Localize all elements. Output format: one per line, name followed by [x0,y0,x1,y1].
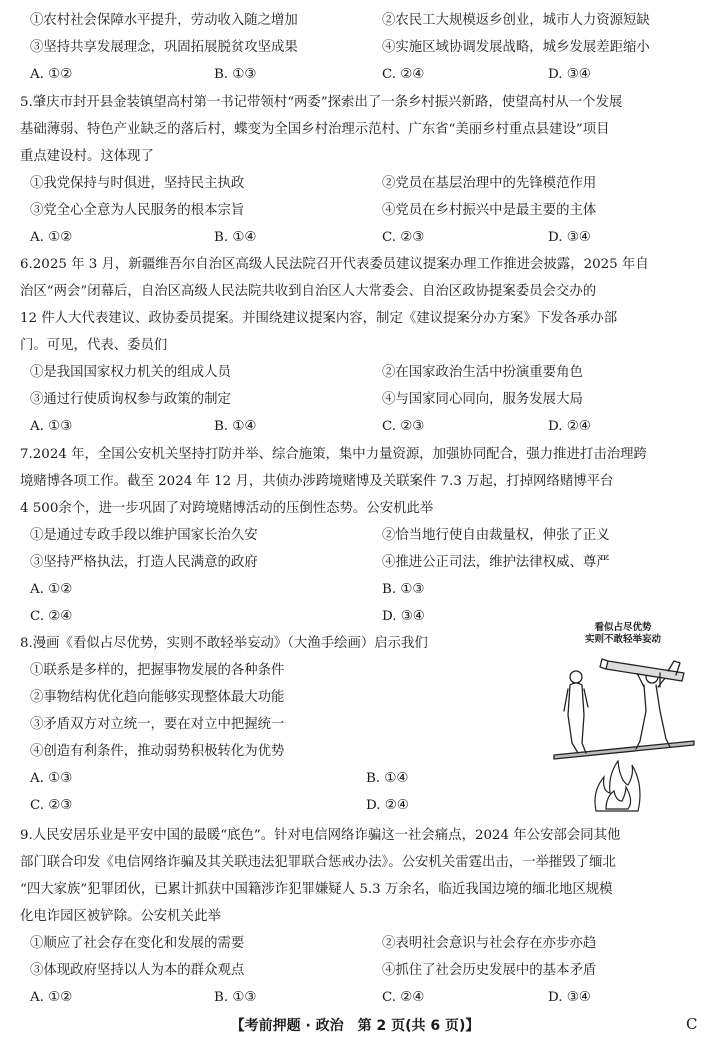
q8-option-1: ①联系是多样的，把握事物发展的各种条件 [30,663,285,678]
q9-choice-b: B. ①③ [214,990,257,1005]
q4-choice-c: C. ②④ [382,67,425,82]
q4-option-1: ①农村社会保障水平提升，劳动收入随之增加 [30,13,298,28]
q9-stem-line-4: 化电诈园区被铲除。公安机关此举 [20,909,221,924]
q7-choice-d: D. ③④ [382,609,425,624]
q8-option-3: ③矛盾双方对立统一，要在对立中把握统一 [30,717,285,732]
q6-stem-line-2: 治区“两会”闭幕后，自治区高级人民法院共收到自治区人大常委会、自治区政协提案委员会交办的 [20,284,597,299]
q9-stem-line-2: 部门联合印发《电信网络诈骗及其关联违法犯罪联合惩戒办法》。公安机关雷霆出击，一举摧毁了缅北 [20,855,616,870]
q6-choice-c: C. ②③ [382,419,425,434]
q6-option-2: ②在国家政治生活中扮演重要角色 [382,365,583,380]
q9-option-1: ①顺应了社会存在变化和发展的需要 [30,936,245,951]
q4-choice-d: D. ③④ [548,67,591,82]
q7-stem-line-2: 境赌博各项工作。截至 2024 年 12 月，共侦办涉跨境赌博及关联案件 7.3 万起，打掉网络赌博平台 [20,474,614,489]
q5-option-2: ②党员在基层治理中的先锋模范作用 [382,176,597,191]
q6-option-4: ④与国家同心同向，服务发展大局 [382,392,583,407]
q6-stem-line-1: 6.2025 年 3 月，新疆维吾尔自治区高级人民法院召开代表委员建议提案办理工作推进会披露，2025 年自 [20,257,649,272]
q9-stem-line-1: 9.人民安居乐业是平安中国的最暖“底色”。针对电信网络诈骗这一社会痛点，2024 年公安部会同其他 [20,828,621,843]
q8-choice-c: C. ②③ [30,798,73,813]
q7-choice-b: B. ①③ [382,582,425,597]
q6-option-3: ③通过行使质询权参与政策的制定 [30,392,231,407]
q7-option-2: ②恰当地行使自由裁量权，伸张了正义 [382,528,610,543]
q8-option-2: ②事物结构优化趋向能够实现整体最大功能 [30,690,285,705]
q7-choice-a: A. ①② [30,582,73,597]
q7-option-4: ④推进公正司法，维护法律权威、尊严 [382,555,610,570]
q5-choice-a: A. ①② [30,230,73,245]
q7-option-1: ①是通过专政手段以维护国家长治久安 [30,528,258,543]
paper-version-mark: C [686,1015,698,1033]
q9-stem-line-3: “四大家族”犯罪团伙，已累计抓获中国籍涉诈犯罪嫌疑人 5.3 万余名，临近我国边境的缅北地区规模 [20,882,613,897]
q7-option-3: ③坚持严格执法，打造人民满意的政府 [30,555,258,570]
q7-stem-line-1: 7.2024 年，全国公安机关坚持打防并举、综合施策，集中力量资源，加强协同配合，强力推进打击治理跨 [20,447,647,462]
q9-choice-d: D. ③④ [548,990,591,1005]
cartoon-caption-line-2: 实则不敢轻举妄动 [584,634,661,645]
q4-option-3: ③坚持共享发展理念，巩固拓展脱贫攻坚成果 [30,40,298,55]
q4-option-2: ②农民工大规模返乡创业，城市人力资源短缺 [382,13,650,28]
q5-option-1: ①我党保持与时俱进，坚持民主执政 [30,176,245,191]
q6-option-1: ①是我国国家权力机关的组成人员 [30,365,231,380]
cartoon-illustration-icon [548,615,698,815]
q9-choice-c: C. ②④ [382,990,425,1005]
q5-stem-line-3: 重点建设村。这体现了 [20,149,154,164]
q5-stem-line-2: 基础薄弱、特色产业缺乏的落后村，蝶变为全国乡村治理示范村、广东省“美丽乡村重点县建设”项目 [20,122,610,137]
q5-choice-d: D. ③④ [548,230,591,245]
q9-option-2: ②表明社会意识与社会存在亦步亦趋 [382,936,597,951]
q4-choice-b: B. ①③ [214,67,257,82]
q5-option-4: ④党员在乡村振兴中是最主要的主体 [382,203,597,218]
q5-choice-b: B. ①④ [214,230,257,245]
q4-option-4: ④实施区域协调发展战略，城乡发展差距缩小 [382,40,650,55]
q9-option-3: ③体现政府坚持以人为本的群众观点 [30,963,245,978]
q7-stem-line-3: 4 500余个，进一步巩固了对跨境赌博活动的压倒性态势。公安机此举 [20,501,434,516]
q8-stem-line-1: 8.漫画《看似占尽优势，实则不敢轻举妄动》（大渔手绘画）启示我们 [20,636,428,651]
q8-choice-d: D. ②④ [366,798,409,813]
q5-option-3: ③党全心全意为人民服务的根本宗旨 [30,203,245,218]
q7-choice-c: C. ②④ [30,609,73,624]
q9-choice-a: A. ①② [30,990,73,1005]
q6-choice-a: A. ①③ [30,419,73,434]
q5-choice-c: C. ②③ [382,230,425,245]
page-footer: 【考前押题 · 政治 第 2 页(共 6 页)】 [230,1018,480,1034]
q6-stem-line-3: 12 件人大代表建议、政协委员提案。并围绕建议提案内容，制定《建议提案分办方案》下发各承办部 [20,311,618,326]
q9-option-4: ④抓住了社会历史发展中的基本矛盾 [382,963,597,978]
q6-choice-d: D. ②④ [548,419,591,434]
q4-choice-a: A. ①② [30,67,73,82]
q8-choice-a: A. ①③ [30,771,73,786]
q6-stem-line-4: 门。可见，代表、委员们 [20,338,168,353]
q6-choice-b: B. ①④ [214,419,257,434]
q8-option-4: ④创造有利条件，推动弱势积极转化为优势 [30,744,285,759]
q5-stem-line-1: 5.肇庆市封开县金装镇望高村第一书记带领村“两委”探索出了一条乡村振兴新路，使望高村从一个发展 [20,95,623,110]
cartoon-caption-line-1: 看似占尽优势 [594,622,652,633]
q8-choice-b: B. ①④ [366,771,409,786]
